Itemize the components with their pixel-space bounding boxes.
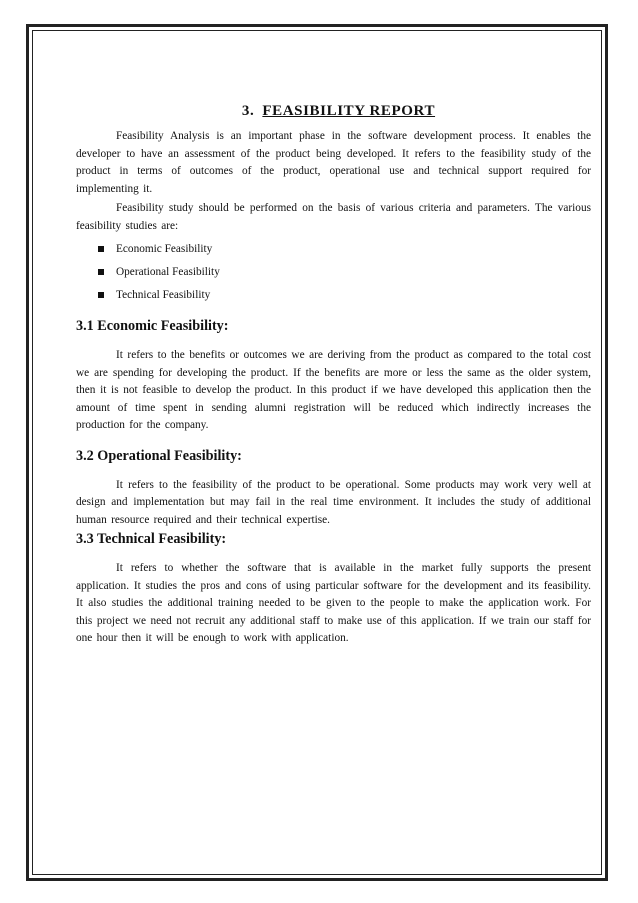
title-text: FEASIBILITY REPORT xyxy=(262,103,436,119)
section-body-economic: It refers to the benefits or outcomes we are deriving from the product as compared to the total cost we are spending for developing the product. If the benefits are more or less the same as the older system, then it is not feasible to develop the product. In this product if we have developed this application then the amount of time spent in sending alumni registration will be reduced which indirectly increases the production for the company. xyxy=(76,349,591,431)
section-heading-technical: 3.3 Technical Feasibility: xyxy=(76,531,227,547)
list-item-label: Technical Feasibility xyxy=(116,289,211,301)
list-item xyxy=(98,261,591,284)
section-heading-operational: 3.2 Operational Feasibility: xyxy=(76,447,242,464)
section-body-technical: It refers to whether the software that is available in the market fully supports the present application. It studies the pros and cons of using particular software for the development and its feasibility. It also studies the additional training needed to be given to the people to make the application work. For this project we need not recruit any additional staff to make use of this application. If we train our staff for one hour then it will be enough to work with application. xyxy=(76,562,591,644)
section-heading-economic: 3.1 Economic Feasibility: xyxy=(76,318,229,334)
list-item-label: Operational Feasibility xyxy=(116,266,220,278)
list-item xyxy=(98,284,591,307)
feasibility-studies-list xyxy=(76,238,591,307)
intro-paragraph-1: Feasibility Analysis is an important phase in the software development process. It enables the developer to have an assessment of the product being developed. It refers to the feasibility study of the product in terms of outcomes of the product, operational use and technical support required for implementing it. xyxy=(76,130,591,195)
list-item-label: Economic Feasibility xyxy=(116,243,213,255)
intro-paragraph-2: Feasibility study should be performed on the basis of various criteria and parameters. The various feasibility studies are: xyxy=(76,202,591,232)
page-title xyxy=(76,103,591,120)
section-body-operational: It refers to the feasibility of the product to be operational. Some products may work very well at design and implementation but may fail in the real time environment. It includes the study of additional human resource required and their technical expertise. xyxy=(76,478,591,526)
square-bullet-icon xyxy=(98,292,104,298)
title-number: 3. xyxy=(241,103,255,119)
document-body xyxy=(76,103,591,648)
square-bullet-icon xyxy=(98,246,104,252)
list-item xyxy=(98,238,591,261)
square-bullet-icon xyxy=(98,269,104,275)
